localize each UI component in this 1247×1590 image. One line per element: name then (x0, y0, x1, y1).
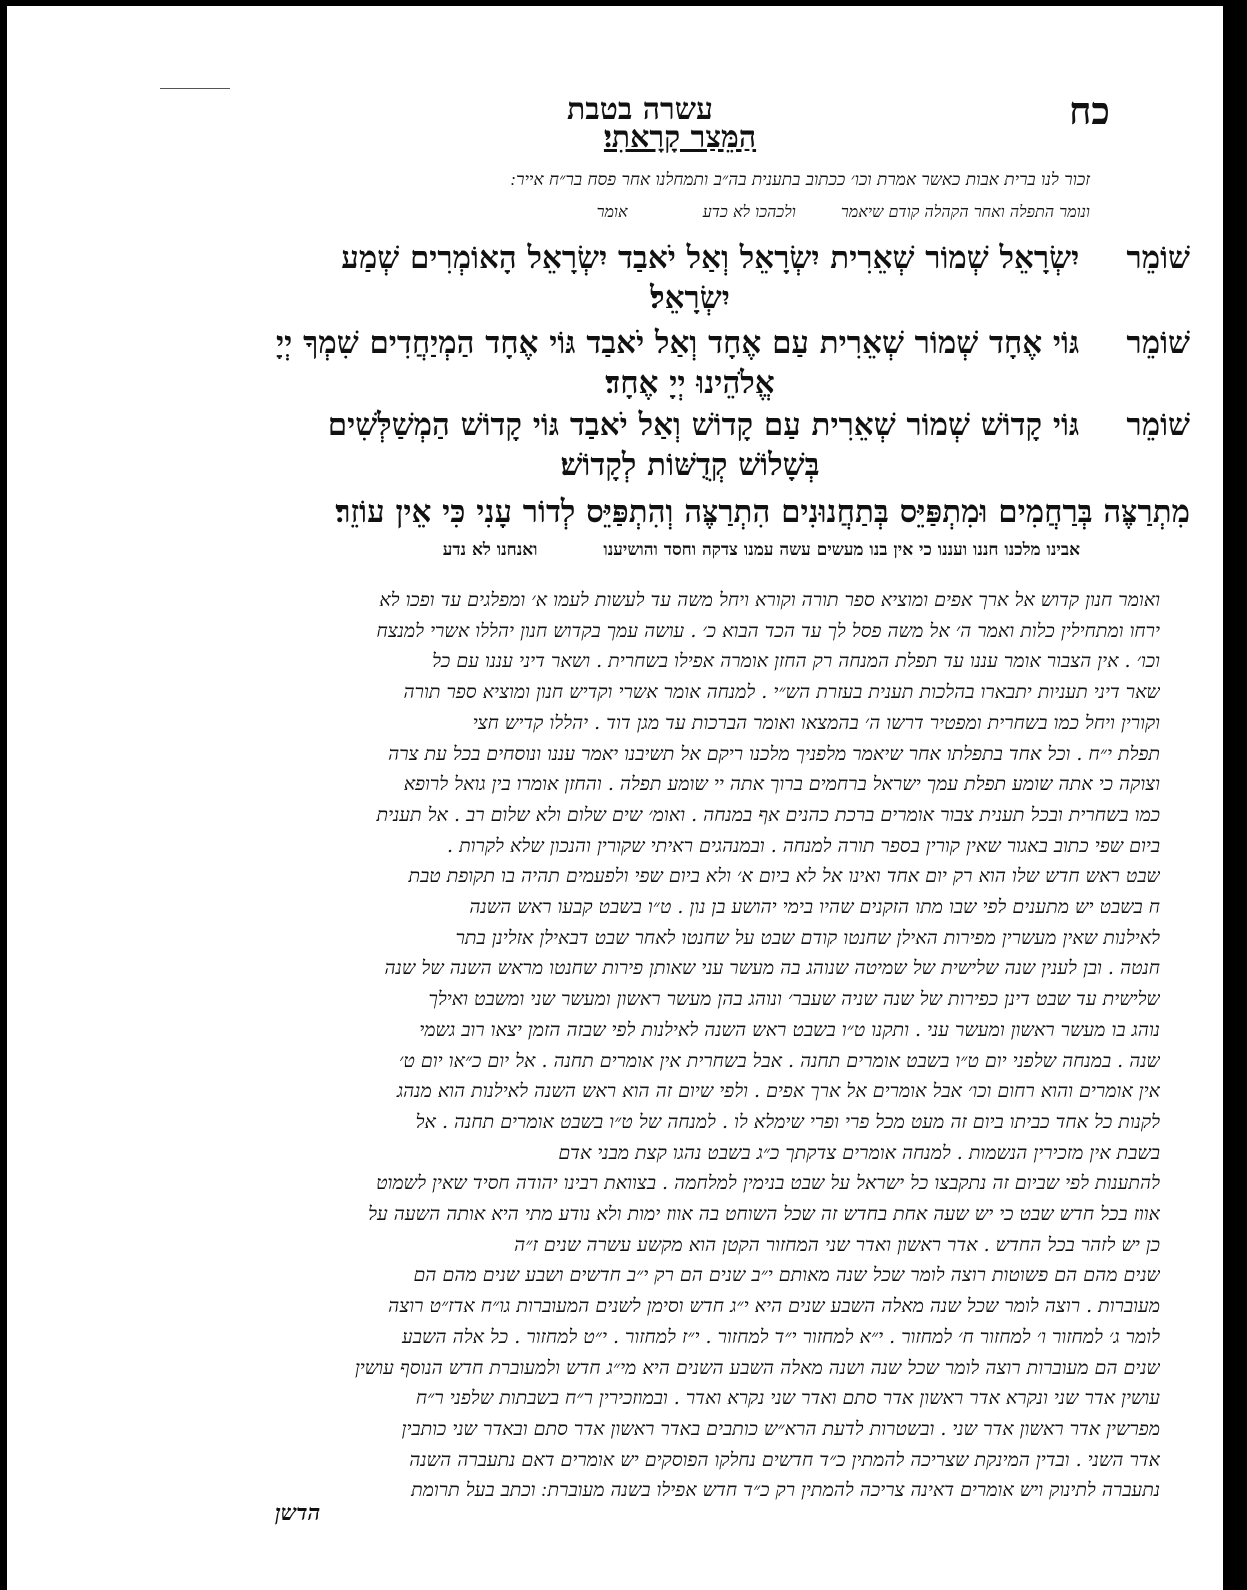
section-title: הַמֵּצַר קָרָאתִי׃ (603, 120, 757, 155)
avinu-ending: ואנחנו לא נדע (442, 540, 538, 560)
commentary-line: אין אומרים והוא רחום וכו׳ אבל אומרים אל ארך אפים . ולפי שיום זה הוא ראש השנה לאילנות הוא מנהג (396, 1080, 1160, 1103)
stanza-continuation: בְּשָׁלוֹשׁ קְדֻשּׁוֹת לְקָדוֹשׁ׃ (560, 447, 820, 483)
stanza-text: יִשְׂרָאֵל שְׁמוֹר שְׁאֵרִית יִשְׂרָאֵל וְאַל יֹאבַד יִשְׂרָאֵל הָאוֹמְרִים שְׁמַע (341, 240, 1080, 276)
commentary-line: לאילנות שאין מעשרין מפירות האילן שחנטו קודם שבט על שחנטו לאחר שבט דבאילן אזלינן בתר (455, 926, 1160, 949)
commentary-line: עושין אדר שני ונקרא אדר ראשון אדר סתם ואדר שני נקרא ואדר . ובמוזכירין ר״ח בשבתות שלפני ר״ח (415, 1387, 1160, 1410)
commentary-line: שנה . במנחה שלפני יום ט״ו בשבט אומרים תחנה . אבל בשחרית אין אומרים תחנה . אל יום כ״או יום ט׳ (398, 1049, 1160, 1072)
intro-line: זכור לנו ברית אבות כאשר אמרת וכו׳ ככתוב בתענית בה״ב ותמחלנו אחר פסח בר״ח אייר ׃ (510, 170, 1090, 190)
avinu-malkenu-line (240, 540, 1080, 560)
scan-border-left (0, 0, 7, 1590)
commentary-line: כמו בשחרית ובכל תענית צבור אומרים ברכת כהנים אף במנחה . ואומ׳ שים שלום ולא שלום רב . אל תענית (376, 803, 1160, 826)
commentary-line: אדר השני . ובדין המינקת שצריכה להמתין כ״ד חדשים נחלקו הפוסקים יש אומרים דאם נתעברה השנה (409, 1448, 1160, 1471)
commentary-line: תפלת י״ח . וכל אחד בתפלתו אחר שיאמר מלפניך מלכנו ריקם אל תשיבנו יאמר עננו ונוסחים בכל עת צרה (388, 742, 1160, 765)
commentary-line: שנים מהם הם פשוטות רוצה לומר שכל שנה מאותם י״ב שנים הם רק י״ב חדשים ושבע שנים מהם הם (413, 1264, 1160, 1287)
commentary-line: וקורין ויחל כמו בשחרית ומפטיר דרשו ה׳ בהמצאו ואומר הברכות עד מגן דוד . יהללו קדיש חצי (472, 711, 1160, 734)
commentary-line: מפרשין אדר ראשון אדר שני . ובשטרות לדעת הרא״ש כותבים באדר ראשון אדר סתם ובאדר שני כותבין (401, 1417, 1160, 1440)
commentary-line: מעוברות . רוצה לומר שכל שנה מאלה השבע שנים היא י״ג חדש וסימן לשנים המעוברות גו״ח אדז״ט רוצה (388, 1295, 1160, 1318)
commentary-line: ביום שפי כתוב באגור שאין קורין בספר תורה למנחה . ובמנהגים ראיתי שקורין והנכון שלא לקרות . (447, 834, 1160, 857)
liturgy-stanza-4 (190, 492, 1190, 532)
commentary-line: חנטה . ובן לענין שנה שלישית של שמיטה שנוהג בה מעשר עני שאותן פירות שחנטו מראש השנה של שנה (384, 957, 1160, 980)
stanza-continuation: אֱלֹהֵינוּ יְיָ אֶחָד׃ (605, 365, 775, 401)
running-head: עשרה בטבת (567, 92, 713, 127)
instruction-line (320, 202, 1090, 222)
liturgy-stanza-3 (190, 405, 1190, 485)
avinu-text: אבינו מלכנו חננו ועננו כי אין בנו מעשים עשה עמנו צדקה וחסד והושיענו (603, 540, 1080, 560)
stanza-label: שׁוֹמֵר (1126, 407, 1190, 443)
folio-number: כח (1068, 88, 1110, 133)
stanza-label: שׁוֹמֵר (1126, 325, 1190, 361)
catchword: הדשן (275, 1500, 321, 1526)
commentary-line: נוהג בו מעשר ראשון ומעשר עני . ותקנו ט״ו בשבט ראש השנה לאילנות לפי שבזה הזמן יצאו רוב גשמי (419, 1018, 1160, 1041)
instruction-b: ולכהכו לא כדע (702, 202, 796, 221)
commentary-line: כן יש לזהר בכל החדש . אדר ראשון ואדר שני המחזור הקטן הוא מקשע עשרה שנים ז״ה (514, 1233, 1160, 1256)
commentary-line: לקנות כל אחד כביתו ביום זה מעט מכל פרי ופרי שימלא לו . למנחה של ט״ו בשבט אומרים תחנה . אל (415, 1110, 1160, 1133)
liturgy-stanza-1 (190, 238, 1190, 318)
stanza-label: שׁוֹמֵר (1126, 240, 1190, 276)
commentary-line: להתענות לפי שביום זה נתקבצו כל ישראל על שבט בנימין למלחמה . בצוואת רבינו יהודה חסיד שאין לשמוט (376, 1172, 1160, 1195)
commentary-line: וצוקה כי אתה שומע תפלת עמך ישראל ברחמים ברוך אתה יי שומע תפלה . והחזן אומרו בין גואל לרופא (403, 773, 1160, 796)
commentary-line: בשבת אין מזכירין הנשמות . למנחה אומרים צדקתך כ״ג בשבט נהגו קצת מבני אדם (558, 1141, 1160, 1164)
commentary-line: אווז בכל חדש שבט כי יש שעה אחת בחדש זה שכל השוחט בה אווז ימות ולא נודע מתי היא אותה השעה על (368, 1203, 1160, 1226)
instruction-a: ונומר התפלה ואחר הקהלה קודם שיאמר (840, 202, 1090, 221)
commentary-line: שנים הם מעוברות רוצה לומר שכל שנה ושנה מאלה השבע השנים היא מי״ג חדש ולמעוברת חדש הנוסף עושין (354, 1356, 1160, 1379)
commentary-block (200, 585, 1160, 1506)
commentary-line: ח בשבט יש מתענים לפי שבו מתו הזקנים שהיו בימי יהושע בן נון . ט״ו בשבט קבעו ראש השנה (469, 896, 1160, 919)
stanza-continuation: יִשְׂרָאֵל׃ (650, 280, 730, 316)
commentary-line: שבט ראש חדש שלו הוא רק יום אחד ואינו אל לא ביום א׳ ולא ביום שפי ולפעמים תהיה בו תקופת טבת (408, 865, 1160, 888)
scan-border-right (1223, 0, 1247, 1590)
commentary-line: נתעברה לתינוק ויש אומרים דאינה צריכה להמתין רק כ״ד חדש אפילו בשנה מעוברת ׃ וכתב בעל תרומת (411, 1479, 1160, 1502)
stanza-text: גּוֹי אֶחָד שְׁמוֹר שְׁאֵרִית עַם אֶחָד וְאַל יֹאבַד גּוֹי אֶחָד הַמְיַחֲדִים שִׁמְךָ יְיָ (276, 325, 1080, 361)
stanza-text: מִתְרַצֶּה בְּרַחֲמִים וּמִתְפַּיֵּס בְּתַחֲנוּנִים הִתְרַצֶּה וְהִתְפַּיֵּס לְדוֹר עָנִי כִּי אֵין עוֹזֵר׃ (335, 494, 1190, 530)
commentary-line: וכו׳ . אין הצבור אומר עננו עד תפלת המנחה רק החזן אומרה אפילו בשחרית . ושאר דיני עננו עם כל (432, 650, 1160, 673)
book-page (150, 60, 1190, 1560)
instruction-c: אומר (596, 202, 628, 221)
liturgy-stanza-2 (190, 323, 1190, 403)
commentary-line: ואומר חנון קדוש אל ארך אפים ומוציא ספר תורה וקורא ויחל משה עד לעשות לעמו א׳ ומפלגים עד ופכו לא (379, 589, 1160, 611)
commentary-line: שאר דיני תעניות יתבארו בהלכות תענית בעזרת הש״י . למנחה אומר אשרי וקדיש חנון ומוציא ספר תורה (403, 681, 1160, 704)
commentary-line: ירחו ומתחילין כלות ואמר ה׳ אל משה פסל לך עד הכד הבוא כ׳ . עושה עמך בקדוש חנון יהללו אשרי למנצח (376, 619, 1160, 642)
commentary-line: שלישית עד שבט דינן כפירות של שנה שניה שעבר׳ ונוהג בהן מעשר ראשון ומעשר שני ומשבט ואילך (428, 988, 1160, 1011)
commentary-line: לומר ג׳ למחזור ו׳ למחזור ח׳ למחזור . י״א למחזור י״ד למחזור . י״ז למחזור . י״ט למחזור . כל אלה השבע (402, 1325, 1160, 1348)
scan-border-top (0, 0, 1247, 6)
stanza-text: גּוֹי קָדוֹשׁ שְׁמוֹר שְׁאֵרִית עַם קָדוֹשׁ וְאַל יֹאבַד גּוֹי קָדוֹשׁ הַמְשַׁלְּשִׁים (327, 407, 1080, 443)
